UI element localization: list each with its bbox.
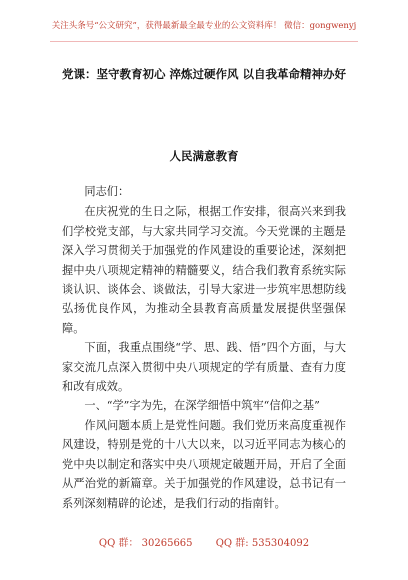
paragraph-intro: 在庆祝党的生日之际，根据工作安排，很高兴来到我们学校党支部，与大家共同学习交流。今天党课的主题是深入学习贯彻关于加强党的作风建设的重要论述，深刻把握中央八项规定精神的精髓要义，结合我们教育系统实际谈认识、谈体会、谈做法，引导大家进一步筑牢思想防线弘扬优良作风，为推动全县教育高质量发展提供坚强保障。 xyxy=(62,205,346,335)
header-banner: 关注头条号“公文研究”，获得最新最全最专业的公文资料库！ 微信：gongwenyj xyxy=(51,21,357,31)
document-title-line-2: 人民满意教育 xyxy=(169,149,239,163)
header-divider xyxy=(50,41,358,42)
footer-qq-group-1: QQ 群： 30265665 xyxy=(98,538,193,549)
document-body xyxy=(62,182,346,513)
footer xyxy=(0,537,408,551)
paragraph-section-1: 作风问题本质上是党性问题。我们党历来高度重视作风建设，特别是党的十八大以来，以习近平同志为核心的党中央以制定和落实中央八项规定破题开局，开启了全面从严治党的新篇章。关于加强党的作风建设，总书记有一系列深刻精辟的论述，是我们行动的指南针。 xyxy=(62,418,346,510)
section-heading-1: 一、“学”字为先，在深学细悟中筑牢“信仰之基” xyxy=(84,399,320,413)
document-title-line-1: 党课：坚守教育初心 淬炼过硬作风 以自我革命精神办好 xyxy=(61,67,346,81)
footer-qq-group-2: QQ 群: 535304092 xyxy=(215,538,310,549)
paragraph-outline: 下面，我重点围绕“学、思、践、悟”四个方面，与大家交流几点深入贯彻中央八项规定的学有质量、查有力度和改有成效。 xyxy=(62,341,346,394)
salutation: 同志们： xyxy=(84,185,130,198)
